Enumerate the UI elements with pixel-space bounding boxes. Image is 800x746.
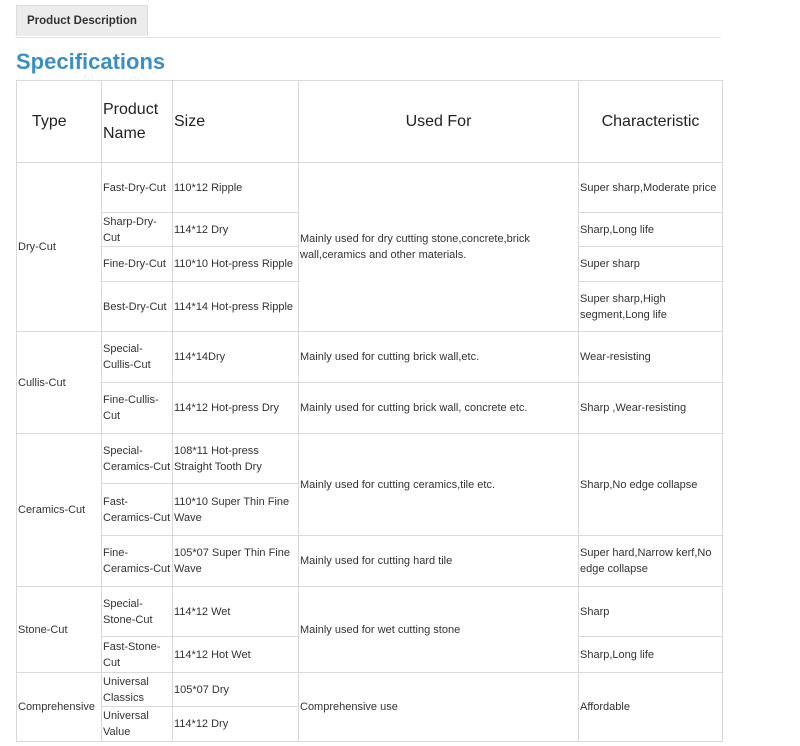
product-name-cell: Universal Classics [102, 673, 173, 707]
product-name-cell: Fast-Dry-Cut [102, 163, 173, 213]
table-header-row [17, 81, 723, 163]
table-row [17, 383, 723, 434]
used-for-cell: Mainly used for cutting hard tile [299, 536, 579, 587]
used-for-cell: Mainly used for wet cutting stone [299, 587, 579, 673]
characteristic-cell: Sharp ,Wear-resisting [579, 383, 723, 434]
characteristic-cell: Sharp,Long life [579, 213, 723, 247]
product-name-cell: Fast-Stone-Cut [102, 637, 173, 673]
specifications-table [16, 80, 723, 742]
size-cell: 114*12 Dry [173, 213, 299, 247]
type-cell: Comprehensive [17, 673, 102, 742]
size-cell: 105*07 Super Thin Fine Wave [173, 536, 299, 587]
size-cell: 110*10 Hot-press Ripple [173, 247, 299, 282]
size-cell: 105*07 Dry [173, 673, 299, 707]
table-row [17, 587, 723, 637]
size-cell: 110*10 Super Thin Fine Wave [173, 484, 299, 536]
table-row [17, 536, 723, 587]
header-size: Size [173, 81, 299, 163]
tab-product-description[interactable]: Product Description [16, 5, 148, 36]
size-cell: 114*12 Hot-press Dry [173, 383, 299, 434]
size-cell: 114*12 Hot Wet [173, 637, 299, 673]
characteristic-cell: Super sharp,Moderate price [579, 163, 723, 213]
type-cell: Stone-Cut [17, 587, 102, 673]
size-cell: 114*14 Hot-press Ripple [173, 282, 299, 332]
product-name-cell: Universal Value [102, 707, 173, 742]
product-name-cell: Best-Dry-Cut [102, 282, 173, 332]
table-row [17, 163, 723, 213]
product-name-cell: Fast-Ceramics-Cut [102, 484, 173, 536]
characteristic-cell: Super sharp,High segment,Long life [579, 282, 723, 332]
characteristic-cell: Super sharp [579, 247, 723, 282]
size-cell: 114*12 Wet [173, 587, 299, 637]
product-name-cell: Special-Cullis-Cut [102, 332, 173, 383]
product-name-cell: Special-Stone-Cut [102, 587, 173, 637]
size-cell: 114*14Dry [173, 332, 299, 383]
product-name-cell: Special-Ceramics-Cut [102, 434, 173, 484]
specifications-heading: Specifications [16, 49, 166, 74]
characteristic-cell: Sharp,Long life [579, 637, 723, 673]
header-type: Type [17, 81, 102, 163]
characteristic-cell: Sharp,No edge collapse [579, 434, 723, 536]
used-for-cell: Comprehensive use [299, 673, 579, 742]
header-characteristic: Characteristic [579, 81, 723, 163]
characteristic-cell: Affordable [579, 673, 723, 742]
used-for-cell: Mainly used for dry cutting stone,concrete,brick wall,ceramics and other materials. [299, 163, 579, 332]
size-cell: 114*12 Dry [173, 707, 299, 742]
type-cell: Ceramics-Cut [17, 434, 102, 587]
characteristic-cell: Wear-resisting [579, 332, 723, 383]
product-name-cell: Sharp-Dry-Cut [102, 213, 173, 247]
used-for-cell: Mainly used for cutting brick wall,etc. [299, 332, 579, 383]
characteristic-cell: Sharp [579, 587, 723, 637]
table-row [17, 332, 723, 383]
size-cell: 110*12 Ripple [173, 163, 299, 213]
size-cell: 108*11 Hot-press Straight Tooth Dry [173, 434, 299, 484]
product-name-cell: Fine-Ceramics-Cut [102, 536, 173, 587]
product-name-cell: Fine-Dry-Cut [102, 247, 173, 282]
table-row [17, 673, 723, 707]
header-product-name: Product Name [102, 81, 173, 163]
type-cell: Cullis-Cut [17, 332, 102, 434]
tab-bar [15, 0, 721, 38]
used-for-cell: Mainly used for cutting ceramics,tile etc. [299, 434, 579, 536]
type-cell: Dry-Cut [17, 163, 102, 332]
table-row [17, 434, 723, 484]
product-name-cell: Fine-Cullis-Cut [102, 383, 173, 434]
header-used-for: Used For [299, 81, 579, 163]
characteristic-cell: Super hard,Narrow kerf,No edge collapse [579, 536, 723, 587]
used-for-cell: Mainly used for cutting brick wall, concrete etc. [299, 383, 579, 434]
